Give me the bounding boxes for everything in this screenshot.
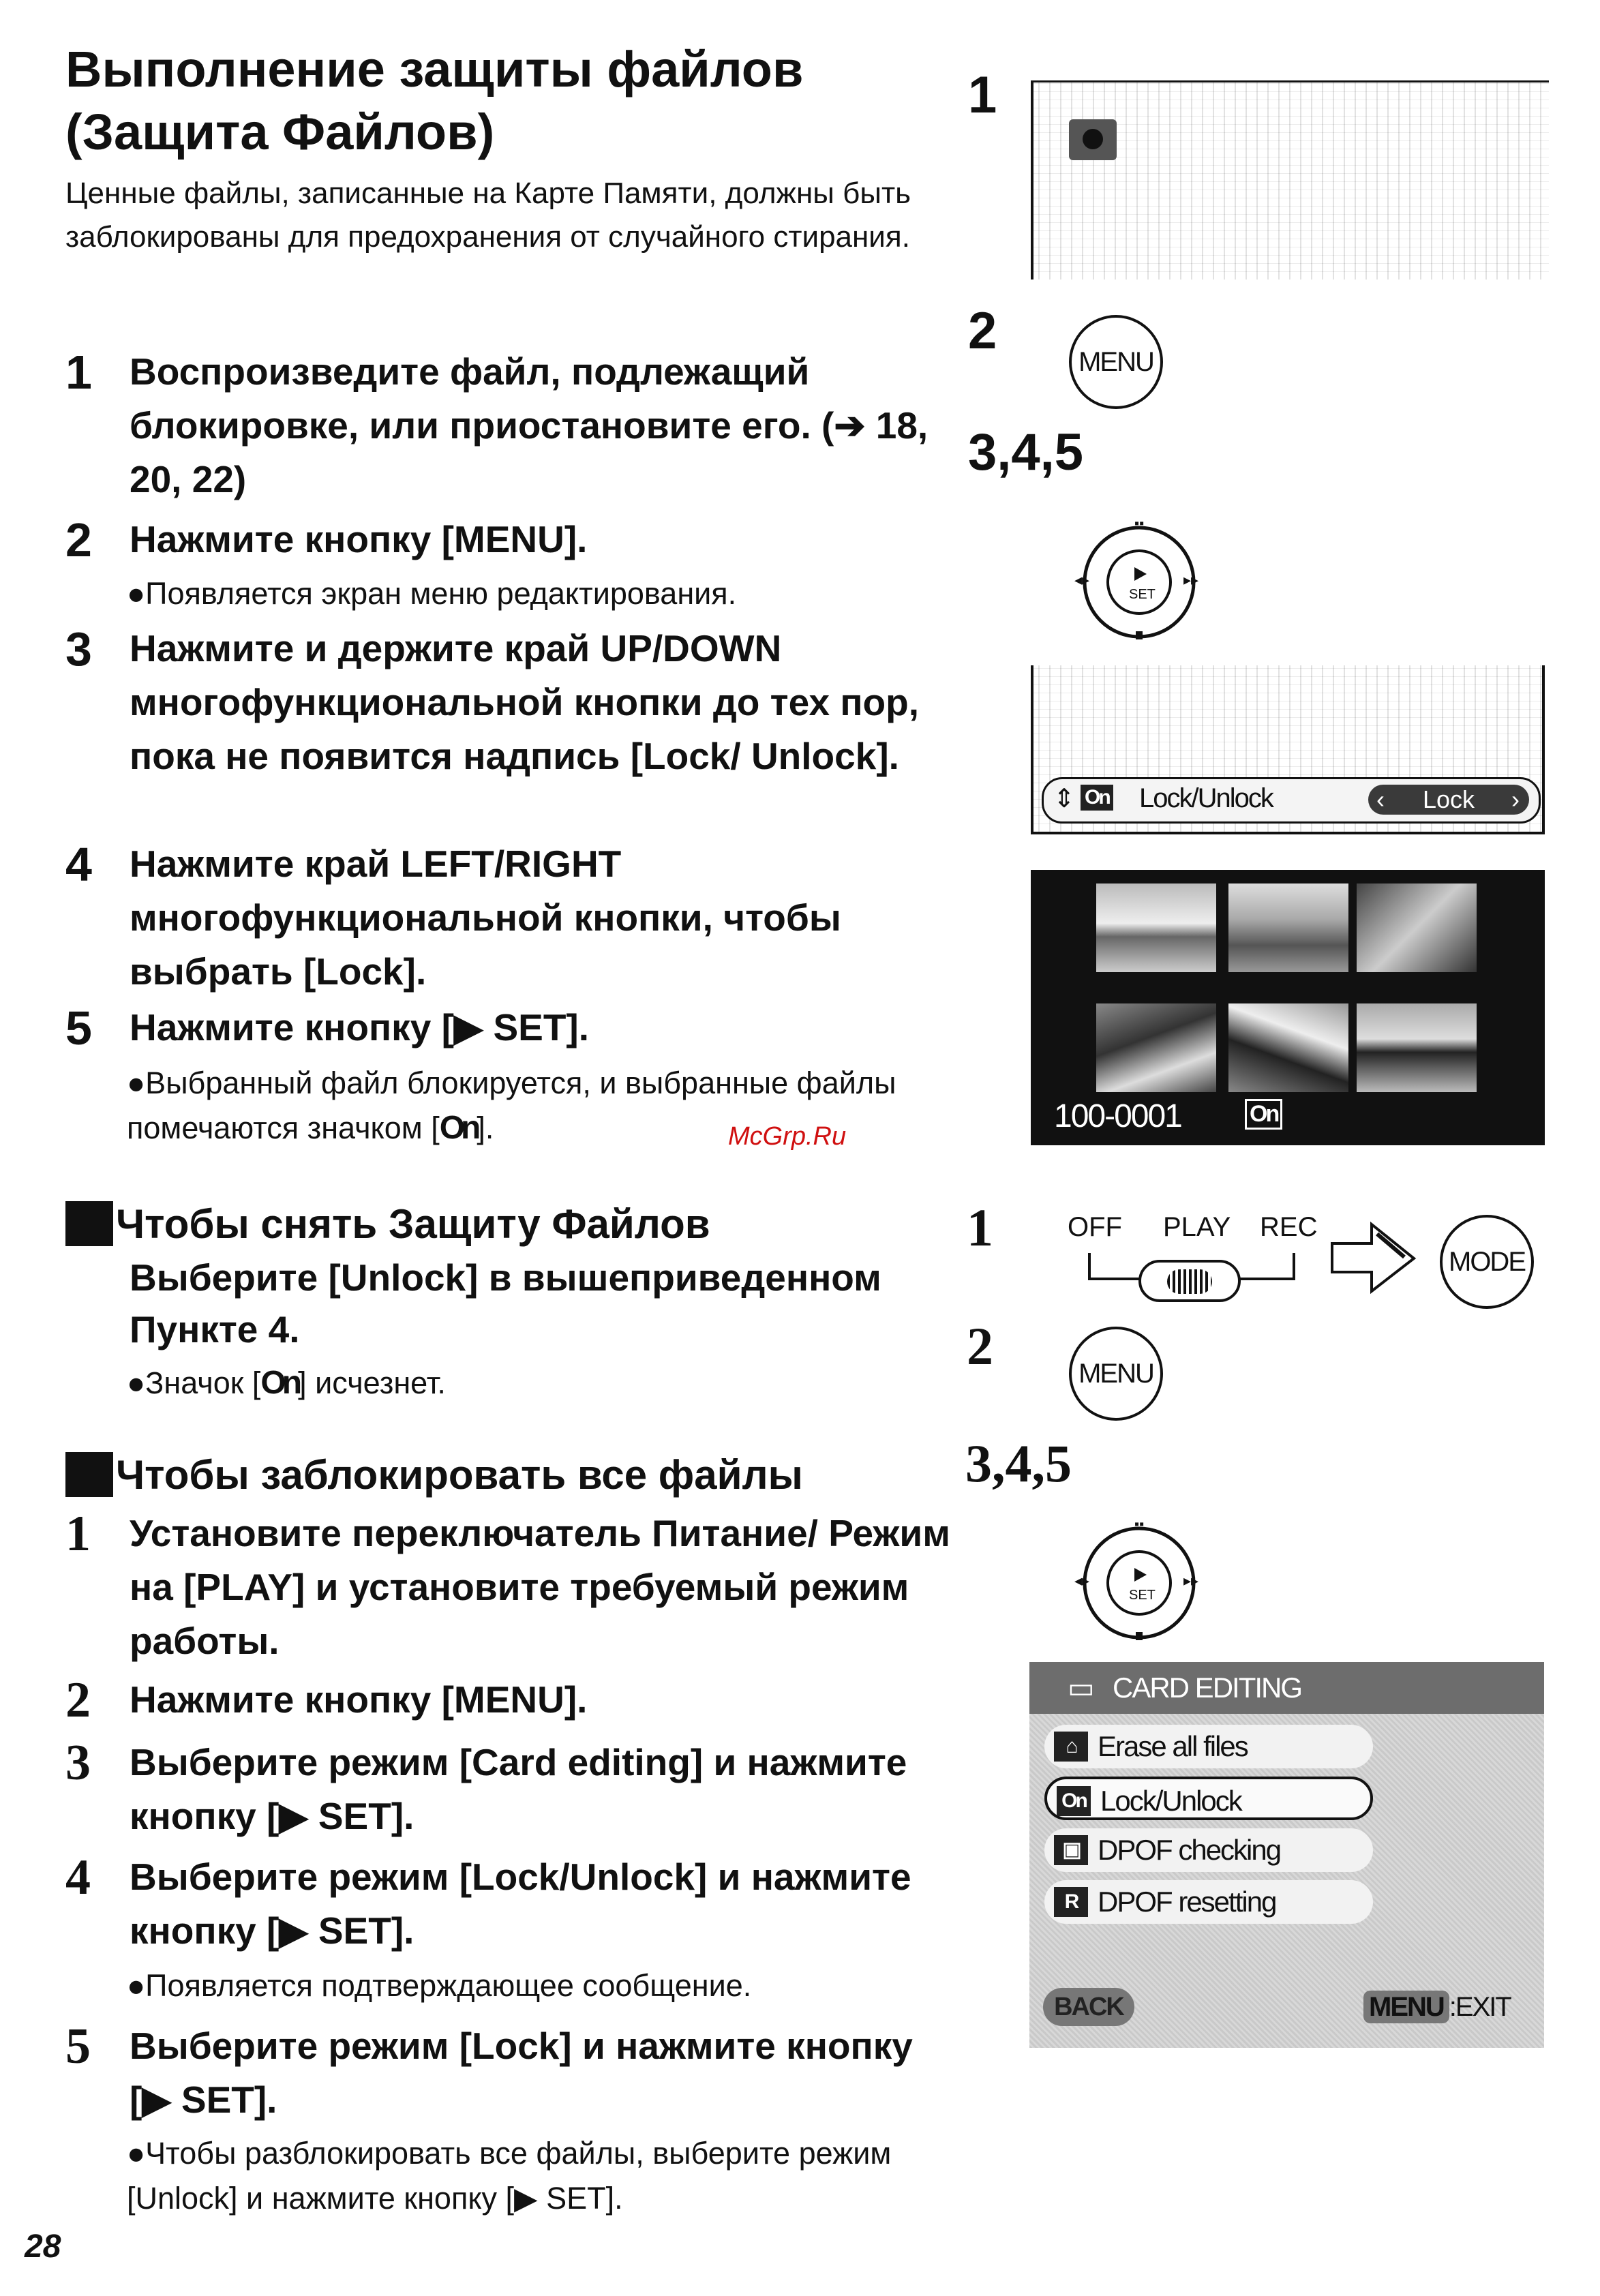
lock-all-step-4 <box>65 1850 952 1958</box>
section-heading: Чтобы снять Защиту Файлов <box>116 1201 710 1247</box>
up-down-arrows-icon: ⇕ <box>1053 785 1075 813</box>
note-text-end: ]. <box>477 1111 494 1145</box>
lock-key-icon: On <box>260 1365 299 1401</box>
step-text: Нажмите и держите край UP/DOWN многофункциональной кнопки до тех пор, пока не появится надпись [Lock/ Unlock]. <box>130 627 920 777</box>
switch-rec-label: REC <box>1260 1212 1318 1242</box>
section-marker <box>65 1201 113 1246</box>
menu-item-erase-all[interactable] <box>1044 1725 1373 1768</box>
step-text: Нажмите край LEFT/RIGHT многофункциональной кнопки, чтобы выбрать [Lock]. <box>130 843 841 993</box>
thumbnail[interactable] <box>1096 883 1216 972</box>
chevron-right-icon: › <box>1511 785 1520 813</box>
menu-item-dpof-resetting[interactable] <box>1044 1880 1373 1924</box>
lock-unlock-screen <box>1031 665 1545 834</box>
multi-function-button-icon[interactable] <box>1063 1515 1215 1651</box>
chevron-left-icon: ‹ <box>1376 785 1385 813</box>
svg-text:▪▪: ▪▪ <box>1134 516 1145 531</box>
menu-title: CARD EDITING <box>1113 1672 1302 1704</box>
step-4 <box>65 837 952 999</box>
page-number: 28 <box>25 2229 61 2265</box>
thumbnail[interactable] <box>1228 883 1348 972</box>
menu-button[interactable]: MENU <box>1069 315 1163 409</box>
step-1 <box>65 345 952 507</box>
step-text: Нажмите кнопку [▶ SET]. <box>130 1006 590 1048</box>
svg-text:◂▸: ◂▸ <box>1074 1572 1090 1589</box>
step-2 <box>65 513 952 567</box>
exit-label: :EXIT <box>1449 1992 1511 2022</box>
illus-label-345b: 3,4,5 <box>965 1434 1072 1493</box>
card-editing-menu <box>1029 1662 1544 2048</box>
note-text: ●Выбранный файл блокируется, и выбранные файлы помечаются значком [ <box>127 1066 896 1145</box>
lock-key-icon: On <box>439 1110 477 1146</box>
menu-item-label: Lock/Unlock <box>1100 1785 1241 1817</box>
menu-item-label: Erase all files <box>1098 1730 1248 1762</box>
lock-all-step-5 <box>65 2019 952 2127</box>
switch-slider[interactable] <box>1138 1260 1241 1302</box>
thumbnail-screen <box>1031 870 1545 1145</box>
step-number: 2 <box>65 1672 91 1728</box>
step-number: 5 <box>65 1001 92 1055</box>
multi-function-button-icon[interactable] <box>1063 514 1215 650</box>
step-text: Выберите режим [Card editing] и нажмите кнопку [▶ SET]. <box>130 1741 907 1837</box>
lock-all-section <box>65 1448 952 1502</box>
lock-all-step-5-note: ●Чтобы разблокировать все файлы, выберите режим [Unlock] и нажмите кнопку [▶ SET]. <box>127 2136 892 2216</box>
lock-value-selector[interactable] <box>1368 785 1529 815</box>
intro-text: Ценные файлы, записанные на Карте Памяти, должны быть заблокированы для предохранения от случайного стирания. <box>65 177 911 254</box>
step-text: Выберите режим [Lock/Unlock] и нажмите кнопку [▶ SET]. <box>130 1856 911 1952</box>
camera-icon <box>1069 119 1117 160</box>
menu-item-label: DPOF checking <box>1098 1834 1281 1866</box>
dpof-icon: ▣ <box>1054 1835 1088 1865</box>
lock-all-step-4-note: ●Появляется подтверждающее сообщение. <box>127 1968 752 2003</box>
step-number: 1 <box>65 1506 91 1562</box>
thumbnail[interactable] <box>1357 883 1477 972</box>
file-counter: 100-0001 <box>1054 1098 1181 1134</box>
step-5 <box>65 1001 952 1055</box>
lock-value: Lock <box>1423 785 1475 813</box>
dpof-reset-icon: R <box>1054 1887 1088 1917</box>
step-number: 4 <box>65 838 92 891</box>
svg-text:▸▸: ▸▸ <box>1183 1572 1199 1589</box>
menu-item-lock-unlock[interactable] <box>1044 1777 1373 1820</box>
title-line-2: (Защита Файлов) <box>65 104 495 160</box>
switch-play-label: PLAY <box>1163 1212 1231 1242</box>
exit-hint[interactable] <box>1363 1988 1511 2026</box>
lock-all-step-3 <box>65 1736 952 1843</box>
step-text: Выберите режим [Lock] и нажмите кнопку [▶ SET]. <box>130 2025 913 2121</box>
step-number: 1 <box>65 346 92 399</box>
step-number: 4 <box>65 1849 91 1905</box>
lock-all-step-1 <box>65 1507 952 1668</box>
step-number: 2 <box>65 513 92 567</box>
menu-item-dpof-checking[interactable] <box>1044 1828 1373 1872</box>
set-label: SET <box>1129 1588 1156 1603</box>
step-text: Установите переключатель Питание/ Режим на [PLAY] и установите требуемый режим работы. <box>130 1512 950 1662</box>
step-number: 3 <box>65 1735 91 1791</box>
illus-label-345: 3,4,5 <box>968 423 1084 481</box>
thumbnail[interactable] <box>1228 1003 1348 1092</box>
thumbnail[interactable] <box>1096 1003 1216 1092</box>
note-text-end: ] исчезнет. <box>298 1365 446 1400</box>
unlock-note <box>127 1361 952 1406</box>
erase-icon: ⌂ <box>1054 1732 1088 1762</box>
menu-item-label: DPOF resetting <box>1098 1886 1276 1918</box>
illus-label-2b: 2 <box>967 1316 993 1376</box>
illus-label-2: 2 <box>968 302 997 360</box>
step-number: 5 <box>65 2019 91 2074</box>
camera-lens <box>1083 129 1103 149</box>
page-title <box>65 38 952 164</box>
step-text: Воспроизведите файл, подлежащий блокировке, или приостановите его. (➔ 18, 20, 22) <box>130 350 929 500</box>
unlock-section <box>65 1197 952 1355</box>
step-number: 3 <box>65 622 92 676</box>
menu-header <box>1029 1662 1544 1714</box>
power-mode-switch[interactable] <box>1068 1212 1340 1308</box>
switch-off-label: OFF <box>1068 1212 1122 1242</box>
step-3 <box>65 622 952 783</box>
watermark: McGrp.Ru <box>728 1122 847 1151</box>
lock-all-step-2 <box>65 1673 952 1727</box>
thumbnail[interactable] <box>1357 1003 1477 1092</box>
lock-key-icon: On <box>1245 1099 1282 1130</box>
lock-key-icon: On <box>1081 785 1113 811</box>
lock-unlock-bar <box>1042 777 1541 824</box>
set-label: SET <box>1129 587 1156 602</box>
svg-text:▪▪: ▪▪ <box>1134 1517 1145 1532</box>
note-text: ●Значок [ <box>127 1365 261 1400</box>
back-button[interactable]: BACK <box>1043 1988 1134 2026</box>
section-heading: Чтобы заблокировать все файлы <box>116 1452 803 1498</box>
lock-key-icon: On <box>1057 1786 1091 1816</box>
menu-key-label: MENU <box>1363 1991 1449 2023</box>
step-text: Нажмите кнопку [MENU]. <box>130 518 588 560</box>
illus-label-1b: 1 <box>967 1198 993 1257</box>
svg-text:▸▸: ▸▸ <box>1183 571 1199 588</box>
section-marker <box>65 1452 113 1497</box>
step-2-note: ●Появляется экран меню редактирования. <box>127 576 737 611</box>
title-line-1: Выполнение защиты файлов <box>65 41 804 97</box>
illus-label-1: 1 <box>968 66 997 124</box>
svg-text:◂▸: ◂▸ <box>1074 571 1090 588</box>
lock-unlock-label: Lock/Unlock <box>1139 783 1273 813</box>
menu-button[interactable]: MENU <box>1069 1327 1163 1421</box>
card-icon: ▭ <box>1068 1672 1093 1704</box>
section-instruction: Выберите [Unlock] в вышеприведенном Пункте 4. <box>130 1256 881 1350</box>
playback-screen <box>1031 80 1549 280</box>
step-text: Нажмите кнопку [MENU]. <box>130 1678 588 1721</box>
arrow-right-icon <box>1329 1220 1418 1295</box>
mode-button[interactable]: MODE <box>1440 1215 1534 1309</box>
